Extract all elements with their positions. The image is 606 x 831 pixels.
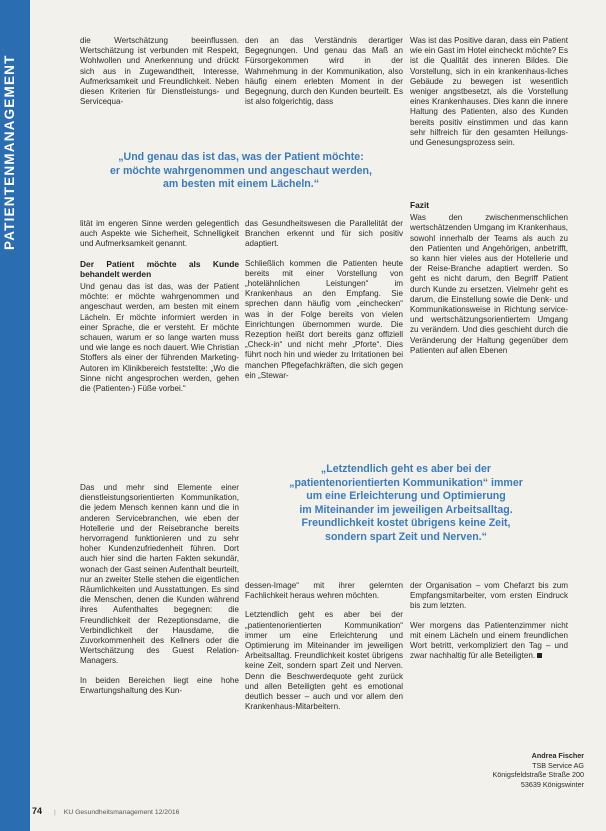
quote-line: sondern spart Zeit und Nerven.“: [325, 530, 487, 543]
paragraph: die Wertschätzung beeinflussen. Wertschätzung ist verbunden mit Respekt, Wohlwollen und Anerkennung und drückt sich aus in Zugewandtheit, Interesse, Aufmerksamkeit und Freundlichkeit. Neben diesen Kriterien für Dienstleistungs- und Servicequa-: [80, 36, 239, 107]
pull-quote-1: [80, 151, 402, 192]
quote-line: „Und genau das ist das, was der Patient möchte:: [118, 151, 364, 163]
section-sidebar: [0, 0, 30, 831]
paragraph: Letztendlich geht es aber bei der „patientenorientierten Kommunikation“ immer um eine Erleichterung und Optimierung im Miteinander im jeweiligen Arbeitsalltag. Freundlichkeit kostet übrigens keine Zeit, sondern spart Zeit und Nerven. Denn die Beschwerdequote geht zurück und allen Beteiligten geht es emotional deutlich besser – auch und vor allem den Krankenhaus-Mitarbeitern.: [245, 610, 403, 712]
column-1-top: [80, 36, 239, 107]
paragraph: Und genau das ist das, was der Patient möchte: er möchte wahrgenommen und angeschaut werden, am besten mit einem Lächeln. Er möchte informiert werden in einer Sprache, die er versteht. Er möchte schauen, warum er so lange warten muss und wie lange es noch dauert. Wie Christian Stoffers als einer der führenden Marketing-Autoren im Klinikbereich feststellte: „Wo die Sinne nicht angesprochen werden, gehen die (Patienten-) Füße vorbei.“: [80, 282, 239, 394]
paragraph: Was ist das Positive daran, dass ein Patient wie ein Gast im Hotel eincheckt möchte? Es ist die Qualität des inneren Bildes. Die Vorstellung, sich in ein krankenhaus-liches Gebäude zu bewegen ist wesentlich weniger angstbesetzt, als die Vorstellung eines Krankenhauses. Dies kann die innere Haltung des Patienten, also des Kunden bereits positiv einstimmen und das kann sehr hilfreich für den gesamten Heilungs- und Genesungsprozess sein.: [410, 36, 568, 148]
paragraph: lität im engeren Sinne werden gelegentlich auch Aspekte wie Sicherheit, Schnelligkeit und Aufmerksamkeit genannt.: [80, 219, 239, 249]
author-city: 53639 Königswinter: [520, 779, 584, 789]
end-mark-icon: [537, 653, 542, 658]
paragraph: In beiden Bereichen liegt eine hohe Erwartungshaltung des Kun-: [80, 675, 239, 695]
paragraph: der Organisation – vom Chefarzt bis zum Empfangsmitarbeiter, vom ersten Eindruck bis zum letzten.: [410, 581, 568, 611]
column-3-bottom: [410, 581, 568, 661]
footer-separator: |: [54, 809, 56, 816]
quote-line: Freundlichkeit kostet übrigens keine Zeit,: [301, 517, 511, 529]
paragraph: Schließlich kommen die Patienten heute bereits mit einer Vorstellung von „hotelähnlichen Leistungen“ im Krankenhaus an den Empfang. Sie sprechen dann häufig vom „einchecken“ was in der Folge bereits von vielen Einrichtungen übernommen wurde. Die Rezeption heißt dort bereits ganz offiziell „Check-in“ und nicht mehr „Pforte“. Dies führt noch hin und wieder zu Irritationen bei manchen Pflegefachkräften, die sich gegen ein „Stewar-: [245, 258, 403, 380]
author-street: Königsfeldstraße Straße 200: [492, 770, 584, 780]
author-name: Andrea Fischer: [531, 751, 584, 760]
column-1-bottom: [80, 483, 239, 696]
column-2-top: [245, 36, 403, 107]
column-1-middle: [80, 219, 239, 394]
page-number: 74: [32, 806, 43, 816]
pull-quote-2: [245, 463, 567, 544]
paragraph: dessen-Image“ mit ihrer gelernten Fachlichkeit heraus wehren möchten.: [245, 581, 403, 601]
quote-line: „Letztendlich geht es aber bei der: [320, 463, 492, 475]
paragraph-text: Wer morgens das Patientenzimmer nicht mit einem Lächeln und einem freundlichen Wort betritt, verkompliziert den Tag – und zwar nachhaltig für alle Beteiligten.: [410, 620, 568, 661]
column-3-middle: [410, 200, 568, 356]
quote-line: im Miteinander im jeweiligen Arbeitsalltag.: [299, 503, 513, 516]
author-company: TSB Service AG: [532, 760, 584, 770]
column-2-bottom: [245, 581, 403, 712]
paragraph: das Gesundheitswesen die Parallelität der Branchen erkennt und für sich positiv adaptiert.: [245, 219, 403, 249]
quote-line: „patientenorientierten Kommunikation“ immer: [289, 476, 523, 489]
quote-line: um eine Erleichterung und Optimierung: [306, 490, 506, 502]
paragraph: Was den zwischenmenschlichen wertschätzenden Umgang im Krankenhaus, sowohl innerhalb der Teams als auch zu den Patienten und Angehörigen, anbetrifft, so kann hier vieles aus der Hotellerie und der Reise-Branche adaptiert werden. So geht es nicht darum, den Begriff Patient durch Kunde zu ersetzen. Vielmehr geht es darum, die Einstellung sowie die Denk- und Kommunikationsweise in Richtung service- und wertschätzungsorientiertem Umgang zu verändern. Und dies geschieht durch die Veränderung der Haltung gegenüber dem Patienten auf allen Ebenen: [410, 213, 568, 355]
section-heading: Der Patient möchte als Kunde behandelt werden: [80, 258, 239, 279]
paragraph: den an das Verständnis derartiger Begegnungen. Und genau das Maß an Fürsorgekommen wird in der Wahrnehmung in der Kommunikation, also häufig einem erlebten Moment in der Begegnung, durch den Kunden beurteilt. Es ist also folgerichtig, dass: [245, 36, 403, 107]
section-label: PATIENTENMANAGEMENT: [2, 54, 17, 250]
column-3-top: [410, 36, 568, 148]
quote-line: er möchte wahrgenommen und angeschaut werden,: [110, 164, 372, 177]
publication-name: KU Gesundheitsmanagement 12/2016: [63, 809, 180, 816]
page-footer: [32, 806, 282, 816]
paragraph: Das und mehr sind Elemente einer dienstleistungsorientierten Kommunikation, die jedem Mensch kennen kann und die in anderen Servicebranchen, wie eben der Hotellerie und der Reisebranche bereits hervorragend funktionieren und zu sehr hoher Kundenzufriedenheit führen. Dort auch hier sind die harten Fakten sekundär, wonach der Gast seinen Aufenthalt beurteilt, nur an zweiter Stelle stehen die eigentlichen Räumlichkeiten und Ausstattungen. Es sind die Menschen, denen die Kunden während ihres Aufenthaltes begegnen: die Freundlichkeit der Rezeptionsdame, die Verbindlichkeit der Hausdame, die Zuvorkommenheit des Kellners oder die Wertschätzung des Guest Relation-Managers.: [80, 483, 239, 666]
author-block: [434, 751, 584, 789]
paragraph: [410, 621, 568, 662]
section-heading: Fazit: [410, 200, 430, 210]
column-2-middle: [245, 219, 403, 381]
quote-line: am besten mit einem Lächeln.“: [162, 178, 319, 190]
